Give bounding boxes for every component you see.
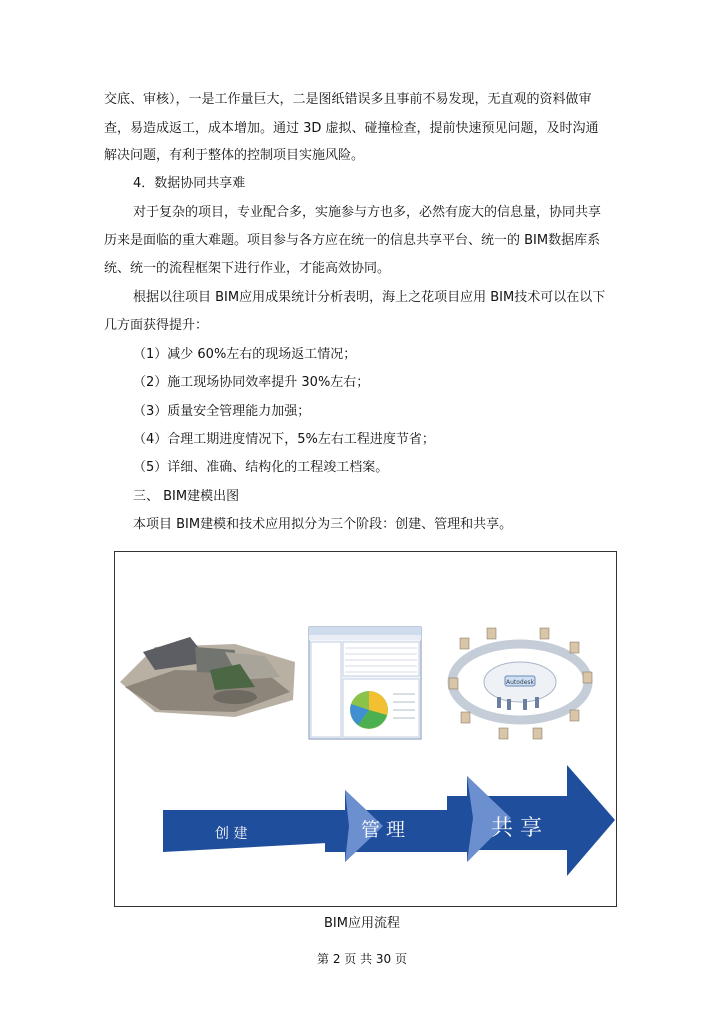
paragraph-line: 对于复杂的项目，专业配合多，实施参与方也多，必然有庞大的信息量，协同共享 xyxy=(133,205,602,220)
arrow-label-manage: 管 理 xyxy=(361,819,406,841)
list-item: （2）施工现场协同效率提升 30%左右； xyxy=(133,375,370,390)
section-heading: 4．数据协同共享难 xyxy=(133,176,246,191)
paragraph-line: 交底、审核），一是工作量巨大，二是图纸错误多且事前不易发现，无直观的资料做审 xyxy=(104,92,592,107)
figure-caption: BIM应用流程 xyxy=(324,916,400,931)
paragraph-line: 根据以往项目 BIM应用成果统计分析表明，海上之花项目应用 BIM技术可以在以下 xyxy=(133,290,606,305)
paragraph-line: 查，易造成返工，成本增加。通过 3D 虚拟、碰撞检查，提前快速预见问题，及时沟通 xyxy=(104,121,599,136)
list-item: （5）详细、准确、结构化的工程竣工档案。 xyxy=(133,460,389,475)
paragraph-line: 几方面获得提升： xyxy=(104,318,209,333)
paragraph-line: 本项目 BIM建模和技术应用拟分为三个阶段：创建、管理和共享。 xyxy=(133,517,513,532)
page-footer: 第 2 页 共 30 页 xyxy=(317,952,407,966)
arrow-label-share: 共 享 xyxy=(491,816,542,841)
section-heading: 三、 BIM建模出图 xyxy=(133,489,240,504)
collaboration-platform-image xyxy=(449,628,592,739)
arrow-label-create: 创 建 xyxy=(215,826,248,842)
software-screenshot-image xyxy=(309,627,421,739)
platform-label: Autodesk xyxy=(505,679,535,686)
list-item: （4）合理工期进度情况下，5%左右工程进度节省； xyxy=(133,432,435,447)
building-model-image xyxy=(120,637,295,717)
process-arrows xyxy=(163,765,615,876)
list-item: （3）质量安全管理能力加强； xyxy=(133,404,311,419)
paragraph-line: 解决问题，有利于整体的控制项目实施风险。 xyxy=(104,148,365,163)
figure-canvas xyxy=(115,552,616,906)
paragraph-line: 历来是面临的重大难题。项目参与各方应在统一的信息共享平台、统一的 BIM数据库系 xyxy=(104,233,601,248)
bim-process-figure xyxy=(114,551,617,907)
paragraph-line: 统、统一的流程框架下进行作业，才能高效协同。 xyxy=(104,261,391,276)
list-item: （1）减少 60%左右的现场返工情况； xyxy=(133,347,357,362)
